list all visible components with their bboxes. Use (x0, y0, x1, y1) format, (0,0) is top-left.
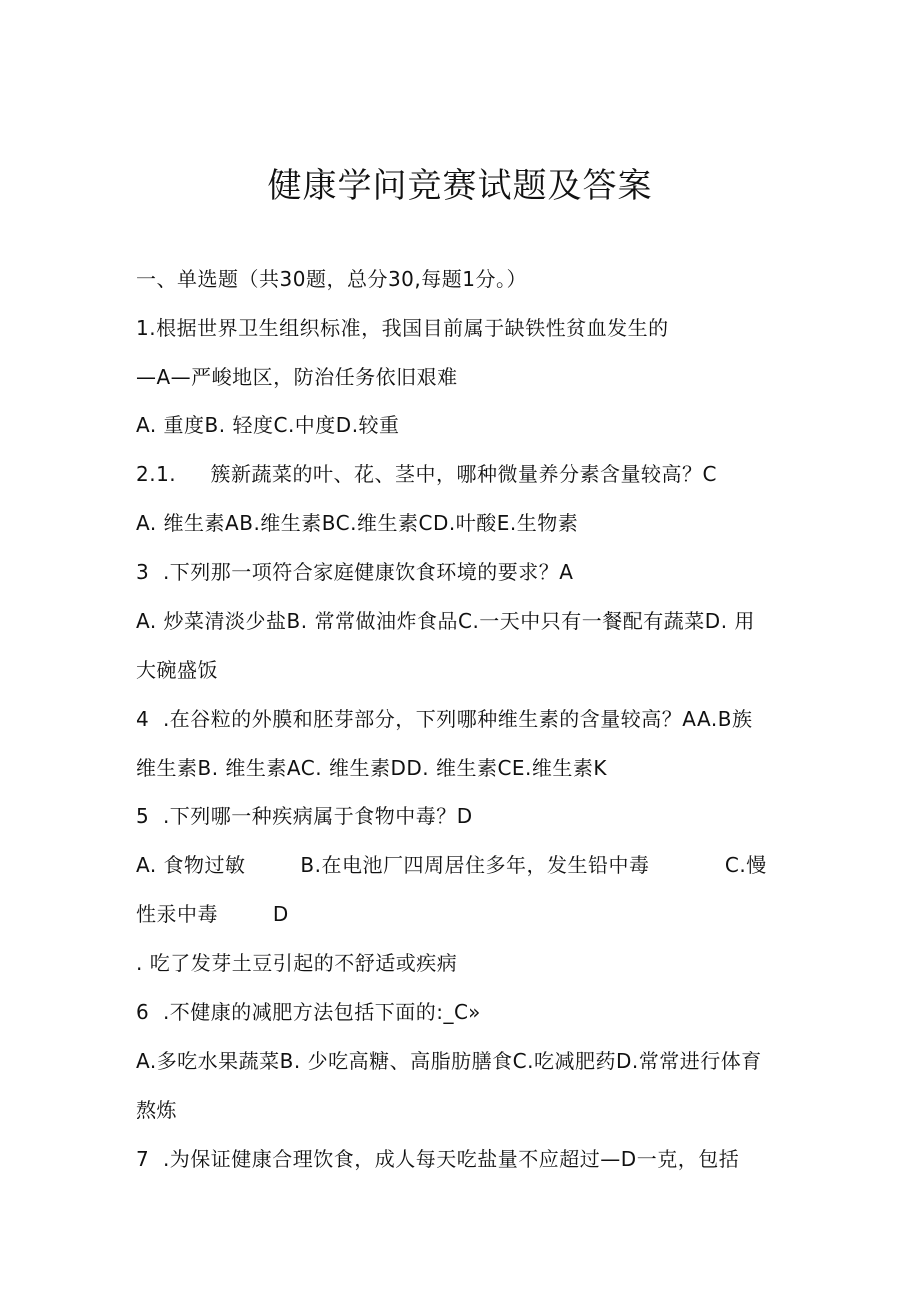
question-6: 6 .不健康的减肥方法包括下面的:_C» (136, 1000, 481, 1024)
question-3-options-line-1: A. 炒菜清淡少盐B. 常常做油炸食品C.一天中只有一餐配有蔬菜D. 用 (136, 609, 755, 633)
question-5-options-line-3: . 吃了发芽土豆引起的不舒适或疾病 (136, 951, 458, 975)
question-1-line-1: 1.根据世界卫生组织标准，我国目前属于缺铁性贫血发生的 (136, 316, 669, 340)
question-5: 5 .下列哪一种疾病属于食物中毒？D (136, 804, 473, 828)
question-1-options: A. 重度B. 轻度C.中度D.较重 (136, 413, 400, 437)
question-4-line-2: 维生素B. 维生素AC. 维生素DD. 维生素CE.维生素K (136, 756, 608, 780)
question-7: 7 .为保证健康合理饮食，成人每天吃盐量不应超过—D一克，包括 (136, 1147, 740, 1171)
question-3: 3 .下列那一项符合家庭健康饮食环境的要求？A (136, 560, 574, 584)
question-4-line-1: 4 .在谷粒的外膜和胚芽部分，下列哪种维生素的含量较高？AA.B族 (136, 707, 753, 731)
question-2-options: A. 维生素AB.维生素BC.维生素CD.叶酸E.生物素 (136, 511, 579, 535)
section-heading: 一、单选题（共30题，总分30,每题1分。） (136, 267, 527, 291)
document-title: 健康学问竞赛试题及答案 (267, 166, 653, 206)
question-5-options-line-2: 性汞中毒 D (136, 902, 289, 926)
question-6-options-line-1: A.多吃水果蔬菜B. 少吃高糖、高脂肪膳食C.吃减肥药D.常常进行体育 (136, 1049, 762, 1073)
question-2: 2.1. 簇新蔬菜的叶、花、茎中，哪种微量养分素含量较高？C (136, 462, 717, 486)
question-6-options-line-2: 熬炼 (136, 1098, 177, 1122)
question-5-options-line-1: A. 食物过敏 B.在电池厂四周居住多年，发生铅中毒 C.慢 (136, 853, 767, 877)
question-1-line-2: —A—严峻地区，防治任务依旧艰难 (136, 365, 458, 389)
question-3-options-line-2: 大碗盛饭 (136, 658, 218, 682)
